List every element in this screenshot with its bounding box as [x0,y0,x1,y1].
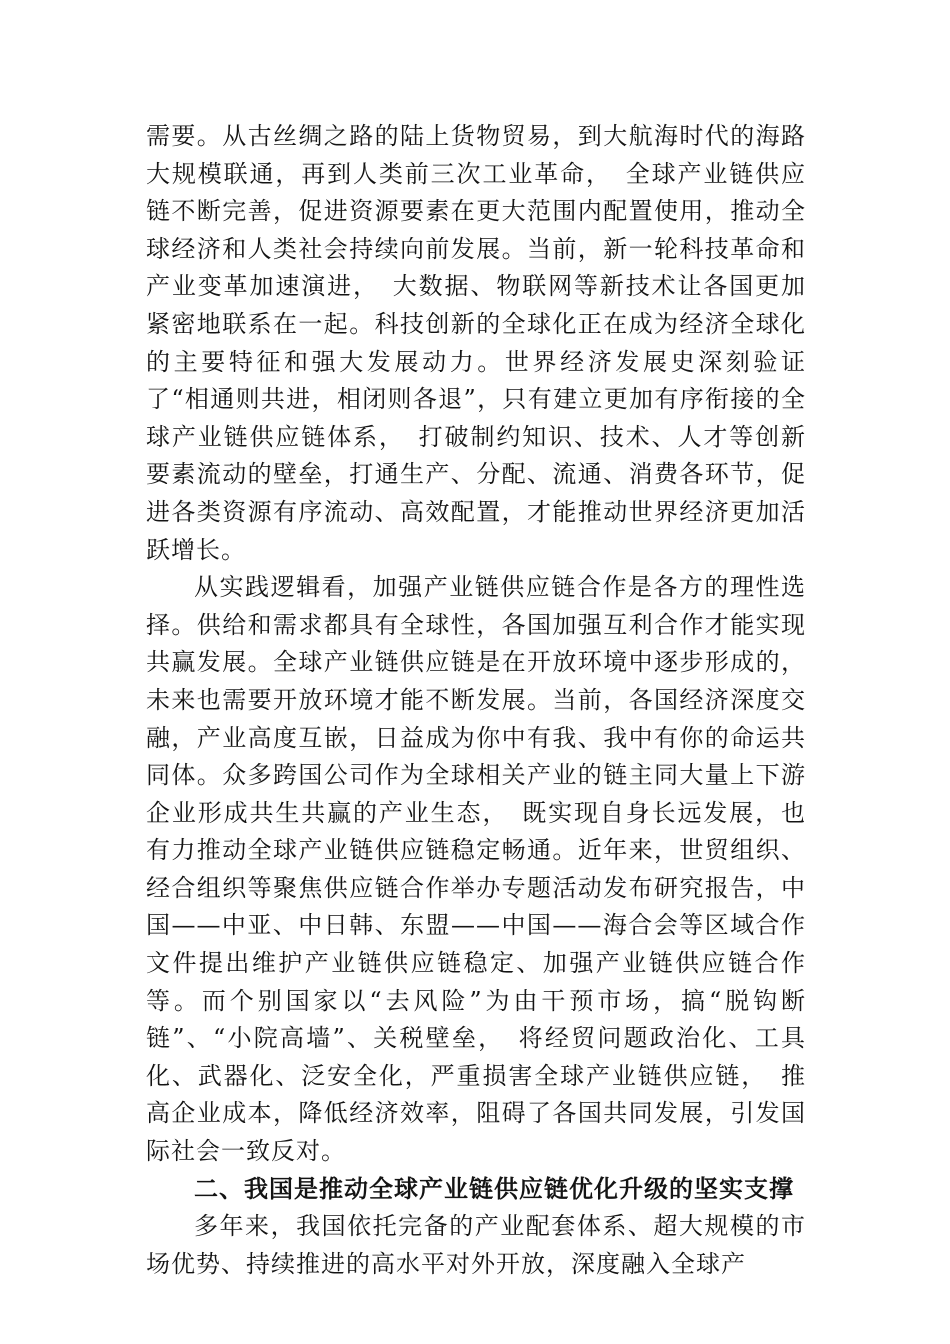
section-heading: 二、我国是推动全球产业链供应链优化升级的坚实支撑 [194,1174,794,1203]
document-body [146,118,806,1283]
body-paragraph: 从实践逻辑看，加强产业链供应链合作是各方的理性选择。供给和需求都具有全球性，各国加强互利合作才能实现共赢发展。全球产业链供应链是在开放环境中逐步形成的，未来也需要开放环境才能不断发展。当前，各国经济深度交融，产业高度互嵌，日益成为你中有我、我中有你的命运共同体。众多跨国公司作为全球相关产业的链主同大量上下游企业形成共生共赢的产业生态， 既实现自身长远发展，也有力推动全球产业链供应链稳定畅通。近年来，世贸组织、经合组织等聚焦供应链合作举办专题活动发布研究报告，中国——中亚、中日韩、东盟——中国——海合会等区域合作文件提出维护产业链供应链稳定、加强产业链供应链合作等。而个别国家以“去风险”为由干预市场，搞“脱钩断链”、“小院高墙”、关税壁垒， 将经贸问题政治化、工具化、武器化、泛安全化，严重损害全球产业链供应链， 推高企业成本，降低经济效率，阻碍了各国共同发展，引发国际社会一致反对。 [146,573,806,1166]
continuation-paragraph: 需要。从古丝绸之路的陆上货物贸易，到大航海时代的海路大规模联通，再到人类前三次工业革命， 全球产业链供应链不断完善，促进资源要素在更大范围内配置使用，推动全球经济和人类社会持续向前发展。当前，新一轮科技革命和产业变革加速演进， 大数据、物联网等新技术让各国更加紧密地联系在一起。科技创新的全球化正在成为经济全球化的主要特征和强大发展动力。世界经济发展史深刻验证了“相通则共进，相闭则各退”，只有建立更加有序衔接的全球产业链供应链体系， 打破制约知识、技术、人才等创新要素流动的壁垒，打通生产、分配、流通、消费各环节，促进各类资源有序流动、高效配置，才能推动世界经济更加活跃增长。 [146,122,806,564]
body-paragraph: 多年来，我国依托完备的产业配套体系、超大规模的市场优势、持续推进的高水平对外开放，深度融入全球产 [146,1212,806,1278]
